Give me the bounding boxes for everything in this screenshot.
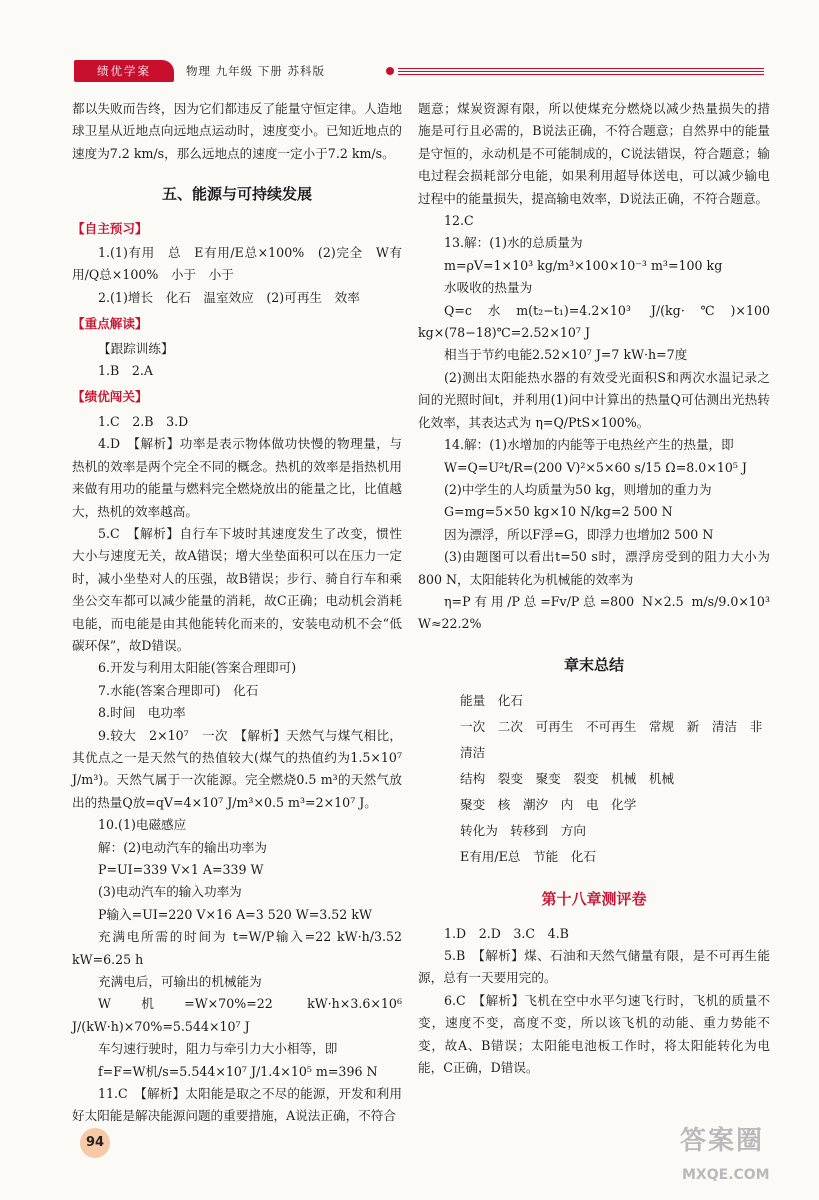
- section-heading: 五、能源与可持续发展: [161, 185, 312, 204]
- paragraph: 9.较大 2×10⁷ 一次 【解析】天然气与煤气相比，其优点之一是天然气的热值较大(煤气的热值约为1.5×10⁷ J/m³)。天然气属于一次能源。完全燃烧0.5 m³的天然气放出的热量Q放=qV=4×10⁷ J/m³×0.5 m³=2×10⁷ J。: [72, 727, 402, 810]
- left-column: [72, 98, 402, 1128]
- paragraph: 都以失败而告终，因为它们都违反了能量守恒定律。人造地球卫星从近地点向远地点运动时，速度变小。已知近地点的速度为7.2 km/s，那么远地点的速度一定小于7.2 km/s。: [72, 101, 402, 161]
- paragraph: 聚变 核 潮汐 内 电 化学: [460, 797, 637, 813]
- section-heading: 章末总结: [563, 655, 624, 674]
- series-badge: 绩优学案: [74, 60, 174, 82]
- watermark-url: MXQE.COM: [682, 1167, 770, 1183]
- paragraph: 1.C 2.B 3.D: [98, 413, 189, 429]
- paragraph: E有用/E总 节能 化石: [460, 849, 596, 865]
- paragraph: 10.(1)电磁感应: [98, 817, 187, 833]
- paragraph: 因为漂浮，所以F浮=G，即浮力也增加2 500 N: [444, 526, 714, 542]
- paragraph: P=UI=339 V×1 A=339 W: [98, 862, 264, 877]
- paragraph: 13.解：(1)水的总质量为: [444, 235, 583, 251]
- paragraph: 【跟踪训练】: [98, 340, 174, 356]
- section-tag: 【重点解读】: [72, 316, 148, 332]
- section-tag: 【绩优闯关】: [72, 389, 148, 405]
- paragraph: 2.(1)增长 化石 温室效应 (2)可再生 效率: [98, 289, 360, 305]
- paragraph: W机=W×70%=22 kW·h×3.6×10⁶ J/(kW·h)×70%=5.544×10⁷ J: [72, 996, 402, 1034]
- header-rule: [398, 68, 764, 69]
- paragraph: (2)中学生的人均质量为50 kg，则增加的重力为: [444, 481, 712, 497]
- paragraph: 1.B 2.A: [98, 363, 153, 379]
- paragraph: 5.C 【解析】自行车下坡时其速度发生了改变，惯性大小与速度无关，故A错误；增大坐垫面积可以在压力一定时，减小坐垫对人的压强，故B错误；步行、骑自行车和乘坐公交车都可以减少能量的消耗，故C正确；电动机会消耗电能，而电能是由其他能转化而来的，安装电动机不会“低碳环保”，故D错误。: [72, 525, 402, 653]
- paragraph: 充满电后，可输出的机械能为: [98, 974, 262, 990]
- paragraph: 8.时间 电功率: [98, 705, 186, 721]
- page-header: [0, 52, 819, 88]
- paragraph: 5.B 【解析】煤、石油和天然气储量有限，是不可再生能源，总有一天要用完的。: [418, 947, 770, 986]
- paragraph: 1.D 2.D 3.C 4.B: [444, 925, 569, 941]
- paragraph: 6.C 【解析】飞机在空中水平匀速飞行时，飞机的质量不变，速度不变，高度不变，所以该飞机的动能、重力势能不变，故A、B错误；太阳能电池板工作时，将太阳能转化为电能，C正确，D错误。: [418, 992, 770, 1075]
- paragraph: 12.C: [444, 213, 474, 229]
- paragraph: 一次 二次 可再生 不可再生 常规 新 清洁 非清洁: [460, 719, 763, 761]
- paragraph: 车匀速行驶时，阻力与牵引力大小相等，即: [98, 1041, 338, 1057]
- paragraph: 结构 裂变 聚变 裂变 机械 机械: [460, 771, 675, 787]
- right-column: [418, 98, 770, 1079]
- book-info: 物理 九年级 下册 苏科版: [186, 64, 325, 78]
- paragraph: 1.(1)有用 总 E有用/E总×100% (2)完全 W有用/Q总×100% 小于 小于: [72, 245, 402, 283]
- header-rule: [398, 74, 764, 75]
- paragraph: 转化为 转移到 方向: [460, 823, 586, 839]
- paragraph: G=mg=5×50 kg×10 N/kg=2 500 N: [444, 504, 673, 520]
- paragraph: (2)测出太阳能热水器的有效受光面积S和两次水温记录之间的光照时间t，并利用(1)问中计算出的热量Q可估测出光热转化效率，其表达式为 η=Q/PtS×100%。: [418, 369, 770, 430]
- header-rule: [398, 71, 764, 72]
- paragraph: 解：(2)电动汽车的输出功率为: [98, 839, 267, 855]
- paragraph: η=P有用/P总=Fv/P总=800 N×2.5 m/s/9.0×10³ W≈22.2%: [418, 593, 770, 632]
- paragraph: (3)电动汽车的输入功率为: [98, 884, 242, 900]
- watermark-logo: 答案圈: [680, 1126, 765, 1156]
- section-heading: 第十八章测评卷: [541, 890, 647, 909]
- paragraph: 11.C 【解析】太阳能是取之不尽的能源，开发和利用好太阳能是解决能源问题的重要措施，A说法正确，不符合: [72, 1086, 402, 1124]
- paragraph: m=ρV=1×10³ kg/m³×100×10⁻³ m³=100 kg: [444, 257, 723, 273]
- paragraph: 14.解：(1)水增加的内能等于电热丝产生的热量，即: [444, 437, 734, 453]
- header-dot: [386, 67, 394, 75]
- paragraph: 6.开发与利用太阳能(答案合理即可): [98, 660, 297, 676]
- page-number: 94: [80, 1128, 110, 1158]
- paragraph: W=Q=U²t/R=(200 V)²×5×60 s/15 Ω=8.0×10⁵ J: [444, 459, 747, 475]
- section-tag: 【自主预习】: [72, 220, 148, 236]
- paragraph: 4.D 【解析】功率是表示物体做功快慢的物理量，与热机的效率是两个完全不同的概念。热机的效率是指热机用来做有用功的能量与燃料完全燃烧放出的能量之比，比值越大，热机的效率越高。: [72, 436, 402, 519]
- paragraph: f=F=W机/s=5.544×10⁷ J/1.4×10⁵ m=396 N: [98, 1063, 378, 1079]
- paragraph: 充满电所需的时间为 t=W/P输入=22 kW·h/3.52 kW=6.25 h: [72, 929, 402, 967]
- paragraph: (3)由题图可以看出t=50 s时，漂浮房受到的阻力大小为800 N，太阳能转化为机械能的效率为: [418, 549, 770, 587]
- paragraph: 相当于节约电能2.52×10⁷ J=7 kW·h=7度: [444, 347, 688, 363]
- paragraph: 能量 化石: [460, 693, 523, 709]
- paragraph: 水吸收的热量为: [444, 280, 533, 296]
- paragraph: P输入=UI=220 V×16 A=3 520 W=3.52 kW: [98, 906, 372, 922]
- paragraph: 题意；煤炭资源有限，所以使煤充分燃烧以减少热量损失的措施是可行且必需的，B说法正确，不符合题意；自然界中的能量是守恒的，永动机是不可能制成的，C说法错误，符合题意；输电过程会损耗部分电能，如果利用超导体送电，可以减少输电过程中的能量损失，提高输电效率，D说法正确，不符合题意。: [418, 101, 770, 206]
- paragraph: 7.水能(答案合理即可) 化石: [98, 682, 259, 698]
- paragraph: Q=c水m(t₂−t₁)=4.2×10³ J/(kg·℃)×100 kg×(78−18)℃=2.52×10⁷ J: [418, 302, 770, 341]
